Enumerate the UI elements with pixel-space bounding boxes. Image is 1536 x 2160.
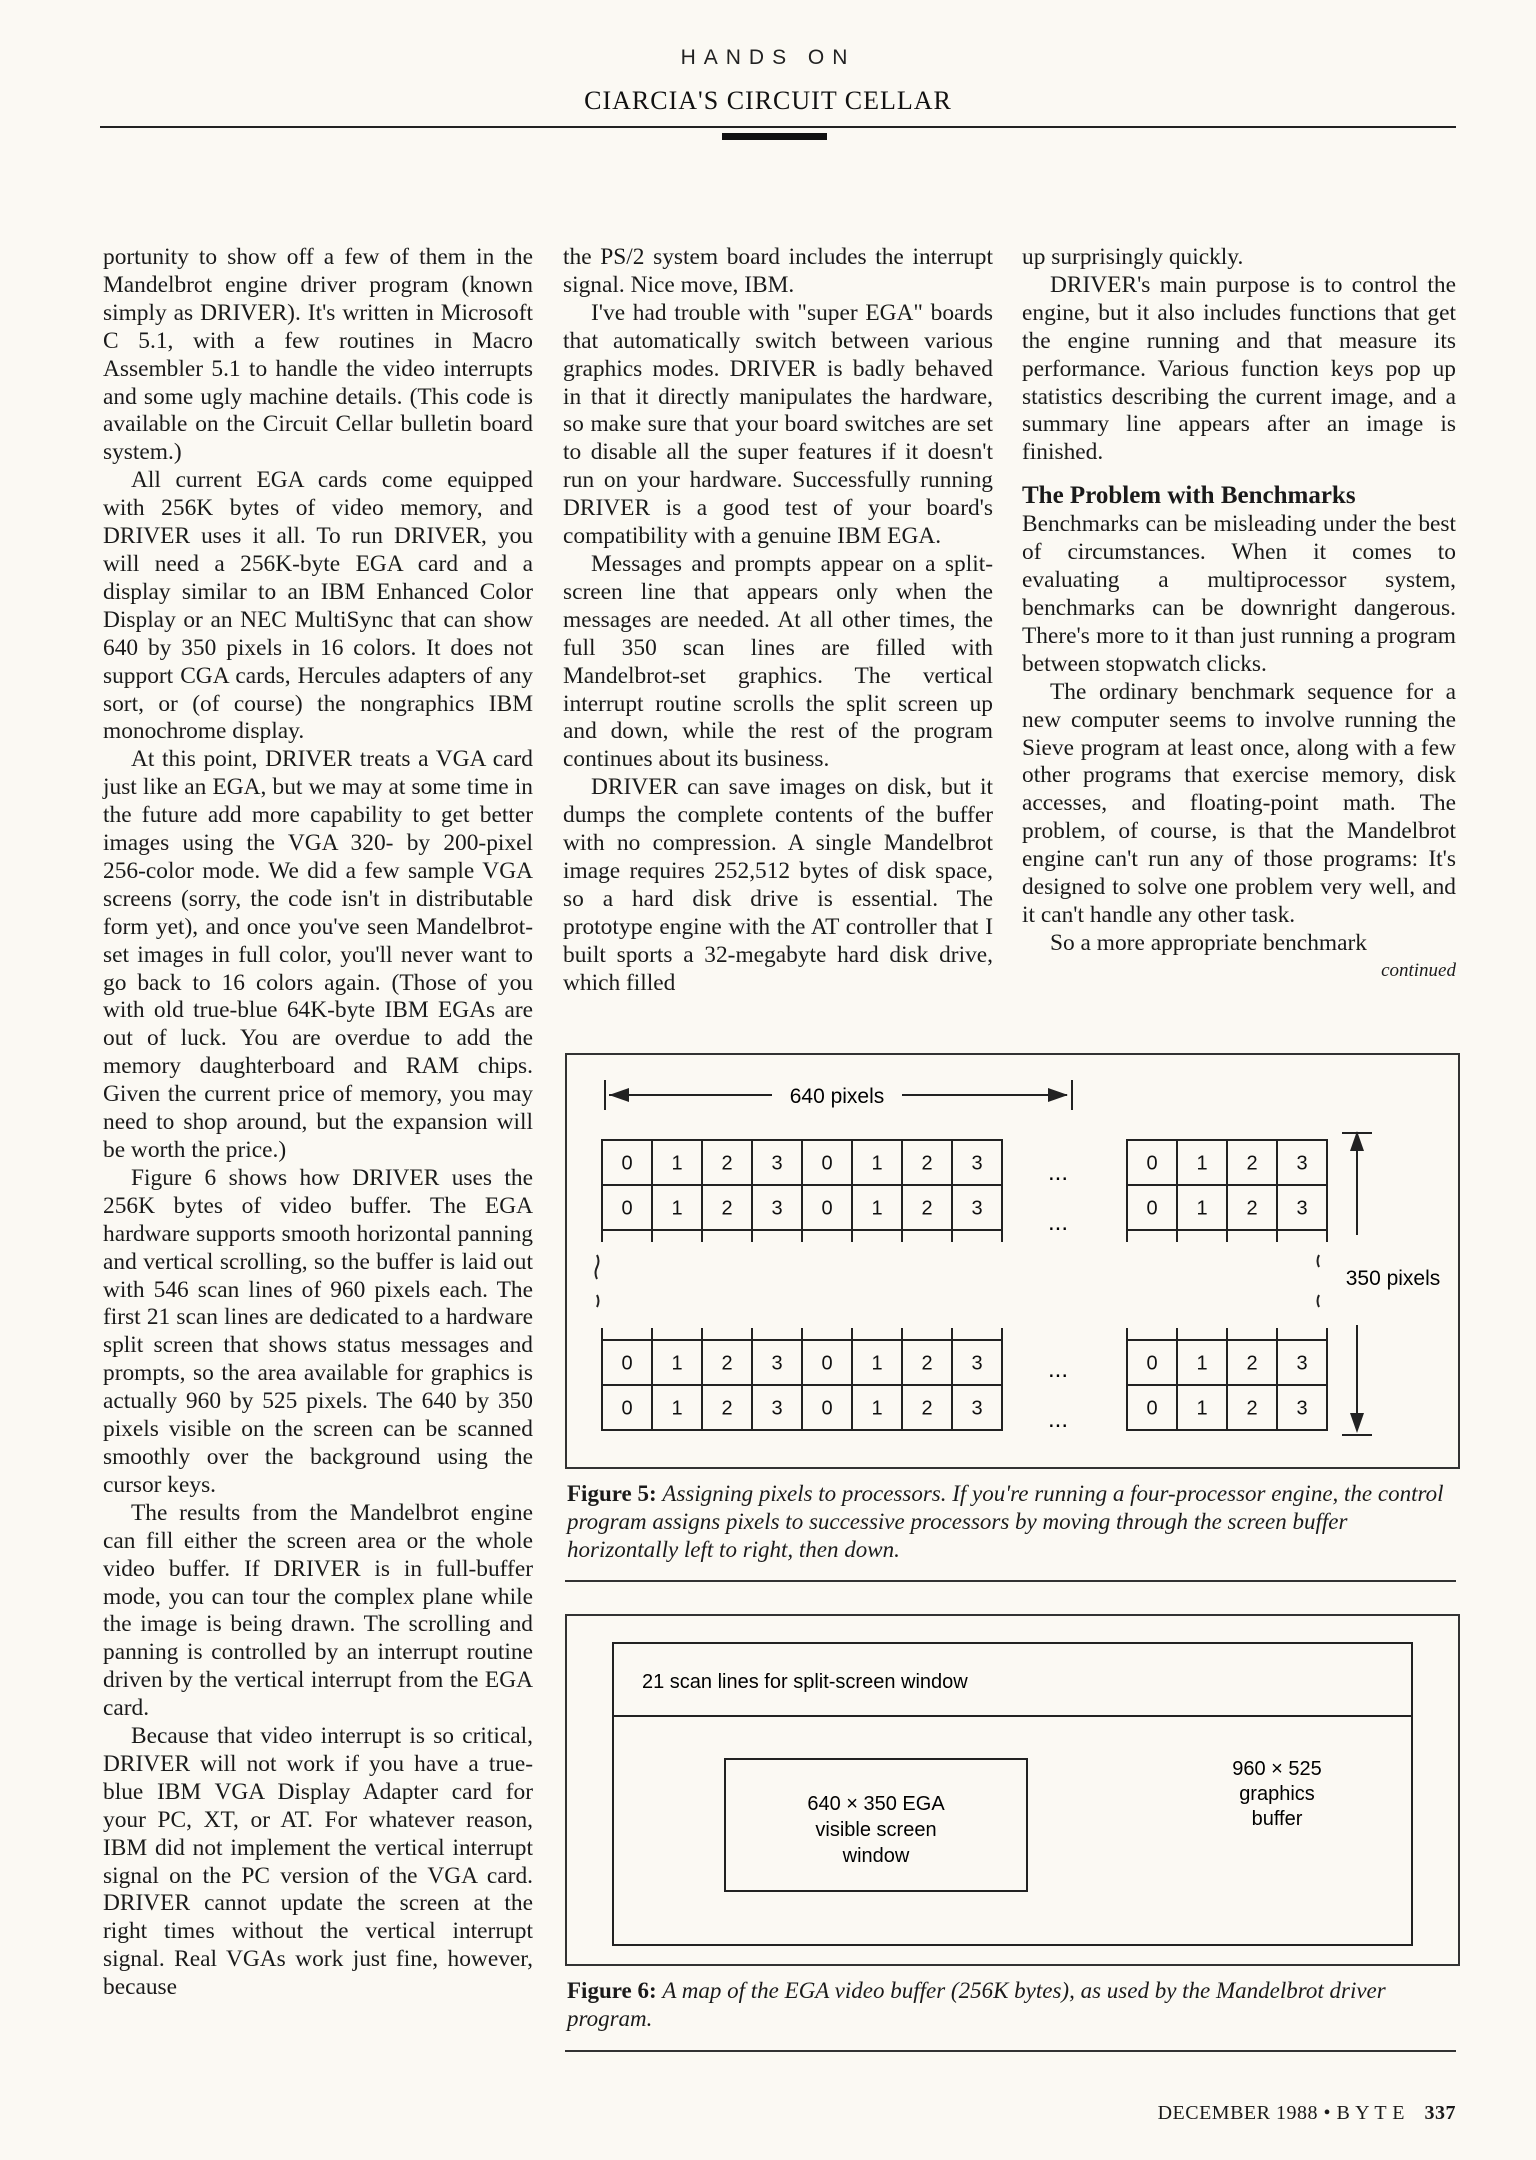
paragraph: At this point, DRIVER treats a VGA card just like an EGA, but we may at some time in the future add more capability to get better images using the VGA 320- by 200-pixel 256-color mode. We did a few sample VGA screens (sorry, the code isn't in distributable form yet), and once you've seen Mandelbrot-set images in full color, you'll never want to go back to 16 colors again. (Those of you with old true-blue 64K-byte IBM EGAs are out of luck. You are overdue to add the memory daughterboard and RAM chips. Given the current price of memory, you may need to shop around, but the expansion will be worth the price.) <box>103 746 533 1163</box>
processor-number: 2 <box>921 1397 933 1420</box>
figure-6-caption <box>567 1977 1452 2033</box>
ellipsis: ... <box>1047 1159 1069 1186</box>
buffer-line: 960 × 525 <box>1232 1758 1322 1780</box>
processor-number: 0 <box>821 1352 833 1375</box>
figure-5-caption <box>567 1480 1452 1564</box>
height-label: 350 pixels <box>1345 1267 1441 1290</box>
processor-number: 0 <box>1146 1197 1158 1220</box>
processor-number: 1 <box>1196 1197 1208 1220</box>
processor-number: 0 <box>821 1397 833 1420</box>
column-3 <box>1022 244 1456 982</box>
paragraph: DRIVER can save images on disk, but it dumps the complete contents of the buffer with no compression. A single Mandelbrot image requires 252,512 bytes of disk space, so a hard disk drive is essential. The prototype engine with the AT controller that I built sports a 32-megabyte hard disk drive, which filled <box>563 774 993 996</box>
processor-number: 0 <box>1146 1352 1158 1375</box>
paragraph: Benchmarks can be misleading under the best of circumstances. When it comes to evaluating a multiprocessor system, benchmarks can be downright dangerous. There's more to it than just running a program between stopwatch clicks. <box>1022 511 1456 677</box>
processor-number: 0 <box>821 1197 833 1220</box>
figure-5-diagram <box>567 1055 1458 1467</box>
caption-label: Figure 6: <box>567 1978 657 2003</box>
caption-text: A map of the EGA video buffer (256K bytes), as used by the Mandelbrot driver program. <box>567 1978 1386 2031</box>
processor-number: 2 <box>721 1352 733 1375</box>
paragraph: the PS/2 system board includes the interrupt signal. Nice move, IBM. <box>563 244 993 298</box>
processor-number: 1 <box>871 1152 883 1175</box>
figure-6 <box>565 1614 1460 1966</box>
processor-number: 2 <box>1246 1352 1258 1375</box>
processor-number: 3 <box>771 1352 783 1375</box>
figure-5 <box>565 1053 1460 1469</box>
processor-number: 2 <box>721 1197 733 1220</box>
column-2 <box>563 244 993 997</box>
running-title: CIARCIA'S CIRCUIT CELLAR <box>584 86 952 115</box>
processor-number: 3 <box>771 1397 783 1420</box>
buffer-line: graphics <box>1239 1783 1315 1805</box>
paragraph: All current EGA cards come equipped with 256K bytes of video memory, and DRIVER uses it all. To run DRIVER, you will need a 256K-byte EGA card and a display similar to an IBM Enhanced Color Display or an NEC MultiSync that can show 640 by 350 pixels in 16 colors. It does not support CGA cards, Hercules adapters of any sort, or (of course) the nongraphics IBM monochrome display. <box>103 467 533 745</box>
column-1 <box>103 244 533 2002</box>
ellipsis: ... <box>1047 1406 1069 1433</box>
processor-number: 1 <box>1196 1397 1208 1420</box>
ellipsis: ... <box>1047 1209 1069 1236</box>
processor-number: 0 <box>621 1197 633 1220</box>
processor-number: 1 <box>871 1352 883 1375</box>
visible-screen-line: 640 × 350 EGA <box>807 1793 945 1815</box>
processor-number: 3 <box>971 1352 983 1375</box>
processor-number: 1 <box>871 1397 883 1420</box>
processor-number: 3 <box>971 1397 983 1420</box>
split-screen-label: 21 scan lines for split-screen window <box>642 1671 968 1693</box>
processor-number: 0 <box>621 1352 633 1375</box>
caption-rule <box>565 2050 1456 2052</box>
processor-number: 2 <box>721 1397 733 1420</box>
processor-number: 1 <box>671 1197 683 1220</box>
processor-number: 3 <box>1296 1152 1308 1175</box>
paragraph: I've had trouble with "super EGA" boards that automatically switch between various graphics modes. DRIVER is badly behaved in that it directly manipulates the hardware, so make sure that your board switches are set to disable all the super features if it doesn't run on your hardware. Successfully running DRIVER is a good test of your board's compatibility with a genuine IBM EGA. <box>563 299 993 550</box>
paragraph: up surprisingly quickly. <box>1022 244 1244 270</box>
processor-number: 3 <box>1296 1197 1308 1220</box>
caption-text: Assigning pixels to processors. If you're running a four-processor engine, the control program assigns pixels to successive processors by moving through the screen buffer horizontally left to right, then down. <box>567 1481 1444 1562</box>
page-number: 337 <box>1424 2102 1456 2124</box>
caption-rule <box>565 1580 1456 1582</box>
paragraph: Because that video interrupt is so critical, DRIVER will not work if you have a true-blue IBM VGA Display Adapter card for your PC, XT, or AT. For whatever reason, IBM did not implement the vertical interrupt signal on the PC version of the VGA card. DRIVER cannot update the screen at the right times without the vertical interrupt signal. Real VGAs work just fine, however, because <box>103 1723 533 2001</box>
processor-number: 3 <box>1296 1352 1308 1375</box>
paragraph: So a more appropriate benchmark <box>1050 929 1367 956</box>
processor-number: 1 <box>1196 1352 1208 1375</box>
processor-number: 3 <box>971 1197 983 1220</box>
visible-screen-line: visible screen <box>815 1819 937 1841</box>
processor-number: 1 <box>1196 1152 1208 1175</box>
header-bar <box>722 133 827 140</box>
processor-number: 2 <box>921 1352 933 1375</box>
paragraph: DRIVER's main purpose is to control the engine, but it also includes functions that get the engine running and that measure its performance. Various function keys pop up statistics describing the current image, and a summary line appears after an image is finished. <box>1022 271 1456 466</box>
paragraph: The ordinary benchmark sequence for a new computer seems to involve running the Sieve program at least once, along with a few other programs that exercise memory, disk accesses, and floating-point math. The problem, of course, is that the Mandelbrot engine can't run any of those programs: It's designed to solve one problem very well, and it can't handle any other task. <box>1022 678 1456 928</box>
width-label: 640 pixels <box>789 1085 885 1108</box>
processor-number: 2 <box>1246 1152 1258 1175</box>
processor-number: 0 <box>821 1152 833 1175</box>
visible-screen-line: window <box>842 1845 910 1867</box>
processor-number: 2 <box>921 1152 933 1175</box>
processor-number: 3 <box>1296 1397 1308 1420</box>
section-kicker: HANDS ON <box>680 46 856 69</box>
processor-number: 2 <box>1246 1197 1258 1220</box>
paragraph: Messages and prompts appear on a split-screen line that appears only when the messages are needed. At all other times, the full 350 scan lines are filled with Mandelbrot-set graphics. The vertical interrupt routine scrolls the split screen up and down, while the rest of the program continues about its business. <box>563 550 993 773</box>
processor-number: 3 <box>971 1152 983 1175</box>
processor-number: 2 <box>1246 1397 1258 1420</box>
header-rule <box>100 126 1456 128</box>
page-footer <box>1000 2102 1456 2125</box>
processor-number: 2 <box>921 1197 933 1220</box>
processor-number: 1 <box>871 1197 883 1220</box>
processor-number: 0 <box>621 1152 633 1175</box>
continued-note: continued <box>1381 959 1456 981</box>
footer-date-magazine: DECEMBER 1988 • B Y T E <box>1157 2102 1405 2124</box>
section-subhead: The Problem with Benchmarks <box>1022 482 1356 510</box>
buffer-line: buffer <box>1251 1808 1303 1830</box>
processor-number: 3 <box>771 1152 783 1175</box>
processor-number: 0 <box>1146 1152 1158 1175</box>
ellipsis: ... <box>1047 1356 1069 1383</box>
paragraph: portunity to show off a few of them in the Mandelbrot engine driver program (known simply as DRIVER). It's written in Microsoft C 5.1, with a few routines in Macro Assembler 5.1 to handle the video interrupts and some ugly machine details. (This code is available on the Circuit Cellar bulletin board system.) <box>103 244 533 466</box>
processor-number: 3 <box>771 1197 783 1220</box>
processor-number: 1 <box>671 1152 683 1175</box>
caption-label: Figure 5: <box>567 1481 657 1506</box>
processor-number: 0 <box>621 1397 633 1420</box>
processor-number: 1 <box>671 1352 683 1375</box>
paragraph: Figure 6 shows how DRIVER uses the 256K bytes of video buffer. The EGA hardware supports smooth horizontal panning and vertical scrolling, so the buffer is laid out with 546 scan lines of 960 pixels each. The first 21 scan lines are dedicated to a hardware split screen that shows status messages and prompts, so the area available for graphics is actually 960 by 525 pixels. The 640 by 350 pixels visible on the screen can be scanned smoothly over the background using the cursor keys. <box>103 1164 533 1498</box>
processor-number: 2 <box>721 1152 733 1175</box>
paragraph: The results from the Mandelbrot engine can fill either the screen area or the whole video buffer. If DRIVER is in full-buffer mode, you can tour the complex plane while the image is being drawn. The scrolling and panning is controlled by an interrupt routine driven by the vertical interrupt from the EGA card. <box>103 1499 533 1722</box>
processor-number: 1 <box>671 1397 683 1420</box>
figure-6-diagram <box>567 1616 1458 1964</box>
processor-number: 0 <box>1146 1397 1158 1420</box>
